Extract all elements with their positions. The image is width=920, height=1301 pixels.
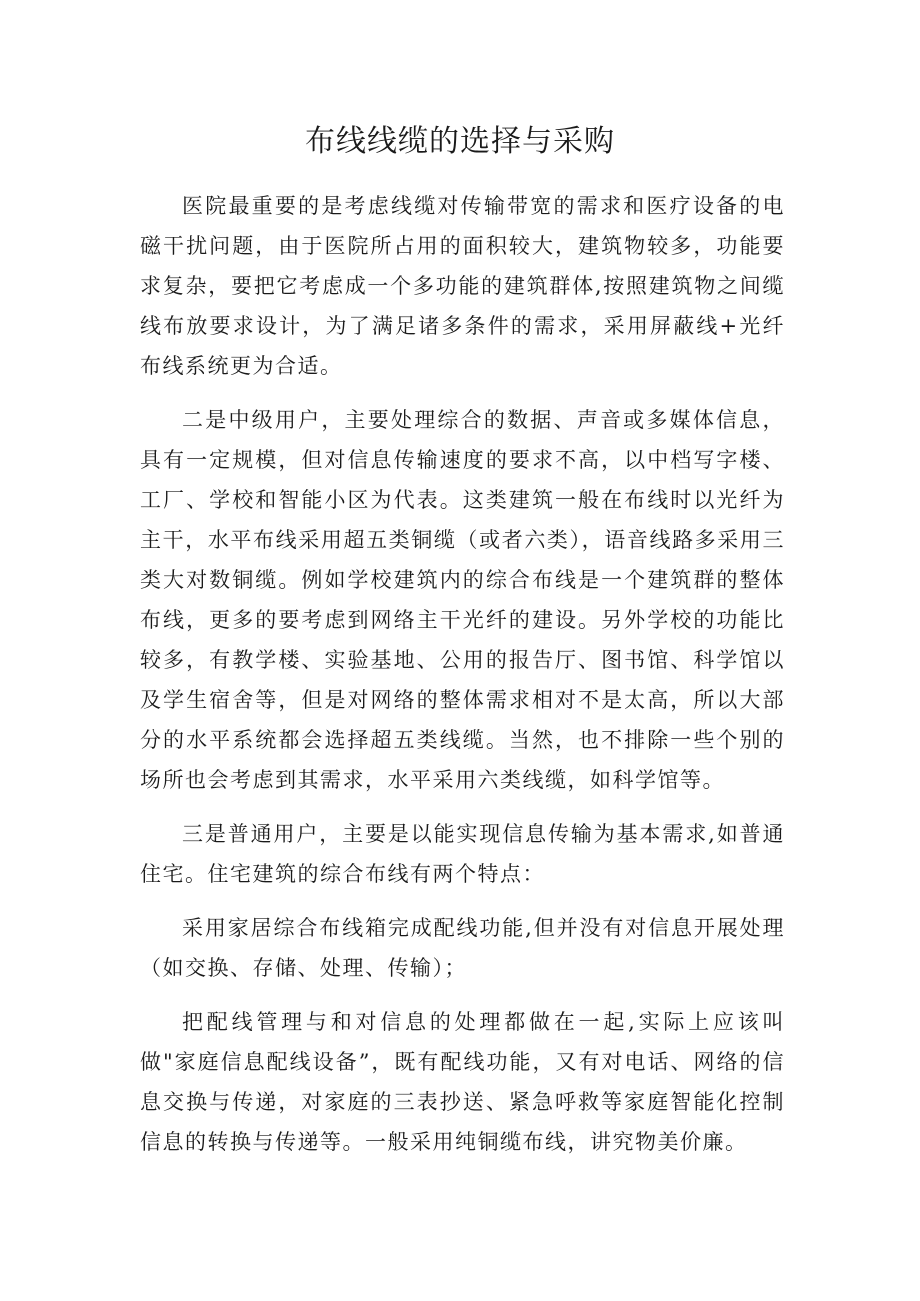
document-title: 布线线缆的选择与采购 [305,124,615,159]
document-body [140,186,785,1176]
paragraph-3: 三是普通用户，主要是以能实现信息传输为基本需求,如普通住宅。住宅建筑的综合布线有两个特点： [140,822,785,886]
paragraph-2: 二是中级用户，主要处理综合的数据、声音或多媒体信息，具有一定规模，但对信息传输速度的要求不高，以中档写字楼、工厂、学校和智能小区为代表。这类建筑一般在布线时以光纤为主干，水平布线采用超五类铜缆（或者六类），语音线路多采用三类大对数铜缆。例如学校建筑内的综合布线是一个建筑群的整体布线，更多的要考虑到网络主干光纤的建设。另外学校的功能比较多，有教学楼、实验基地、公用的报告厅、图书馆、科学馆以及学生宿舍等，但是对网络的整体需求相对不是太高，所以大部分的水平系统都会选择超五类线缆。当然，也不排除一些个别的场所也会考虑到其需求，水平采用六类线缆，如科学馆等。 [140,408,785,792]
paragraph-4: 采用家居综合布线箱完成配线功能,但并没有对信息开展处理（如交换、存储、处理、传输）； [140,916,785,980]
paragraph-5: 把配线管理与和对信息的处理都做在一起,实际上应该叫做"家庭信息配线设备”，既有配线功能，又有对电话、网络的信息交换与传递，对家庭的三表抄送、紧急呼救等家庭智能化控制信息的转换与传递等。一般采用纯铜缆布线，讲究物美价廉。 [140,1010,785,1154]
paragraph-1: 医院最重要的是考虑线缆对传输带宽的需求和医疗设备的电磁干扰问题，由于医院所占用的面积较大，建筑物较多，功能要求复杂，要把它考虑成一个多功能的建筑群体,按照建筑物之间缆线布放要求设计，为了满足诸多条件的需求，采用屏蔽线+光纤布线系统更为合适。 [140,194,785,378]
